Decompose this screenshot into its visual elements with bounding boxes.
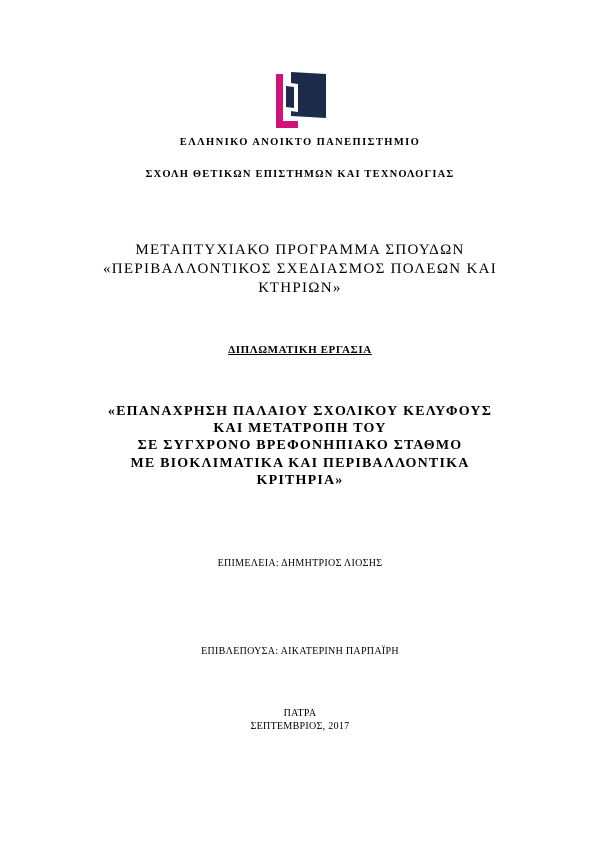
editor-line: ΕΠΙΜΕΛΕΙΑ: ΔΗΜΗΤΡΙΟΣ ΛΙΟΣΗΣ — [217, 558, 383, 569]
thesis-title — [60, 403, 540, 489]
program-line: ΜΕΤΑΠΤΥΧΙΑΚΟ ΠΡΟΓΡΑΜΜΑ ΣΠΟΥΔΩΝ — [135, 242, 465, 258]
school-name: ΣΧΟΛΗ ΘΕΤΙΚΩΝ ΕΠΙΣΤΗΜΩΝ ΚΑΙ ΤΕΧΝΟΛΟΓΙΑΣ — [145, 169, 455, 180]
title-line: ΚΡΙΤΗΡΙΑ» — [256, 472, 344, 488]
program-line: «ΠΕΡΙΒΑΛΛΟΝΤΙΚΟΣ ΣΧΕΔΙΑΣΜΟΣ ΠΟΛΕΩΝ ΚΑΙ — [102, 261, 498, 277]
date: ΣΕΠΤΕΜΒΡΙΟΣ, 2017 — [250, 721, 350, 732]
program-line: ΚΤΗΡΙΩΝ» — [258, 280, 342, 296]
logo-navy-inner — [286, 86, 294, 108]
program-title — [60, 241, 540, 298]
thesis-label: ΔΙΠΛΩΜΑΤΙΚΗ ΕΡΓΑΣΙΑ — [228, 344, 372, 356]
logo-magenta-foot — [276, 121, 298, 128]
supervisor-line: ΕΠΙΒΛΕΠΟΥΣΑ: ΑΙΚΑΤΕΡΙΝΗ ΠΑΡΠΑΪΡΗ — [201, 646, 399, 657]
university-logo — [276, 72, 326, 128]
title-line: ΜΕ ΒΙΟΚΛΙΜΑΤΙΚΑ ΚΑΙ ΠΕΡΙΒΑΛΛΟΝΤΙΚΑ — [130, 455, 470, 471]
title-line: ΚΑΙ ΜΕΤΑΤΡΟΠΗ ΤΟΥ — [213, 421, 387, 437]
logo-magenta-bar — [276, 74, 283, 128]
university-name: ΕΛΛΗΝΙΚΟ ΑΝΟΙΚΤΟ ΠΑΝΕΠΙΣΤΗΜΙΟ — [179, 137, 421, 148]
city: ΠΑΤΡΑ — [283, 708, 317, 719]
title-line: ΣΕ ΣΥΓΧΡΟΝΟ ΒΡΕΦΟΝΗΠΙΑΚΟ ΣΤΑΘΜΟ — [137, 438, 463, 454]
title-line: «ΕΠΑΝΑΧΡΗΣΗ ΠΑΛΑΙΟΥ ΣΧΟΛΙΚΟΥ ΚΕΛΥΦΟΥΣ — [107, 404, 493, 419]
